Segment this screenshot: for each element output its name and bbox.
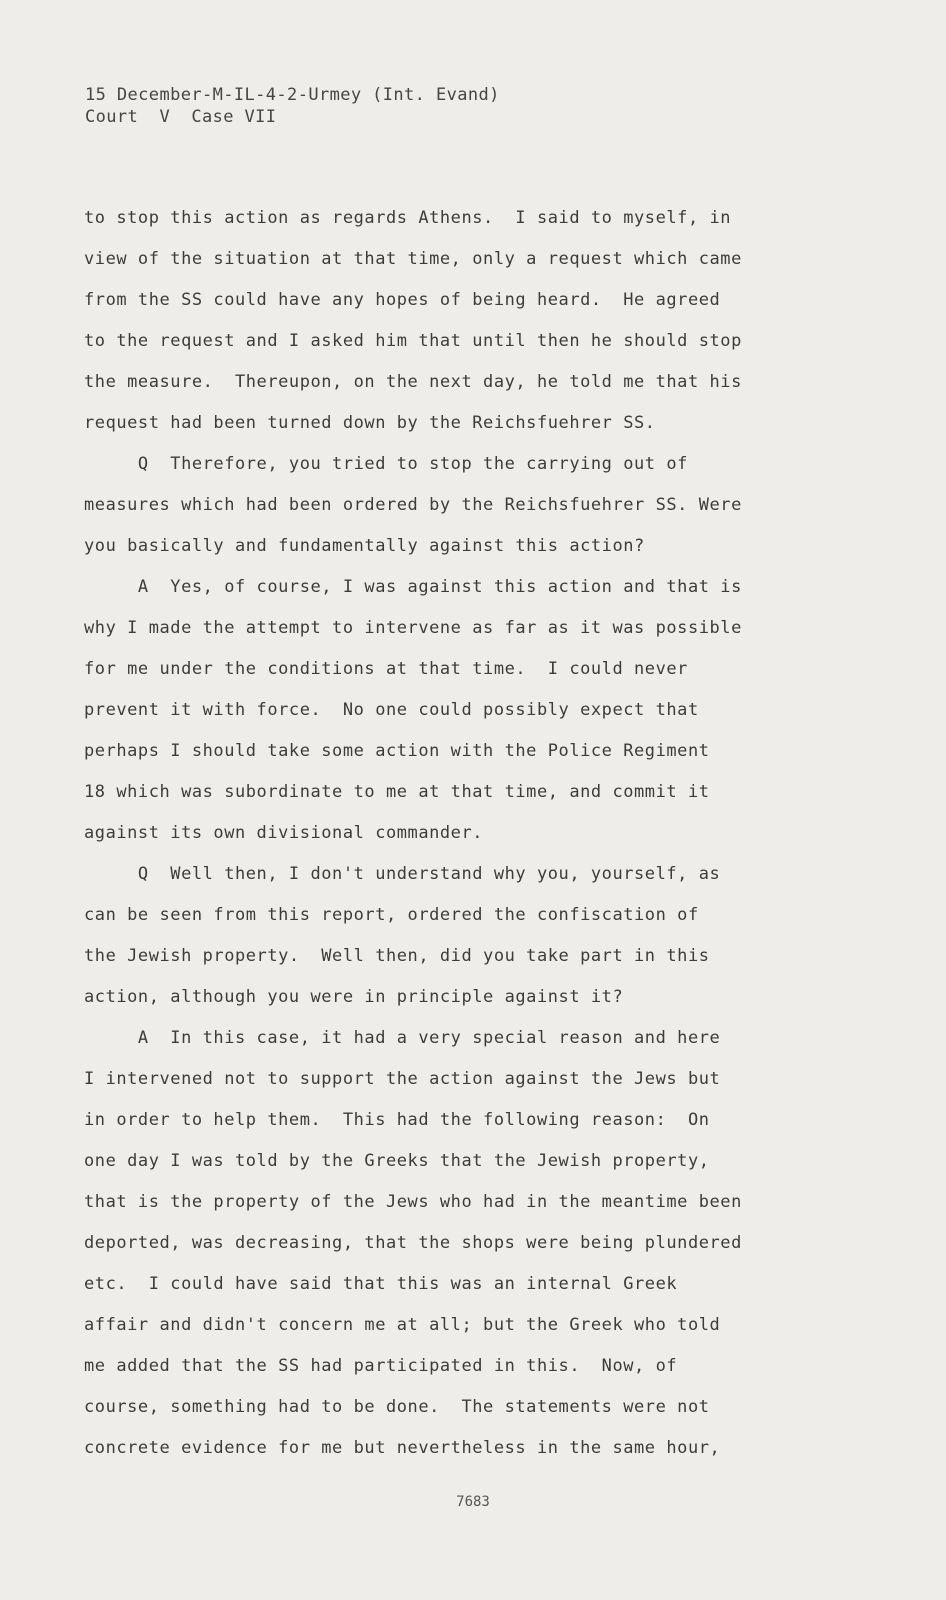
body-line: measures which had been ordered by the Reichsfuehrer SS. Were [84,495,742,515]
body-line: deported, was decreasing, that the shops were being plundered [84,1233,742,1253]
body-line: prevent it with force. No one could possibly expect that [84,700,699,720]
body-line: etc. I could have said that this was an internal Greek [84,1274,678,1294]
body-line: me added that the SS had participated in this. Now, of [84,1356,678,1376]
body-line: you basically and fundamentally against this action? [84,536,645,556]
body-line: one day I was told by the Greeks that the Jewish property, [84,1151,710,1171]
page-number: 7683 [456,1494,490,1510]
body-line: perhaps I should take some action with the Police Regiment [84,741,710,761]
body-line: to the request and I asked him that until then he should stop [84,331,742,351]
body-line: Q Well then, I don't understand why you, yourself, as [84,864,721,884]
body-line: the measure. Thereupon, on the next day, he told me that his [84,372,742,392]
body-line: in order to help them. This had the following reason: On [84,1110,710,1130]
body-line: can be seen from this report, ordered the confiscation of [84,905,699,925]
document-header [85,84,500,128]
body-line: to stop this action as regards Athens. I said to myself, in [84,208,732,228]
body-line: 18 which was subordinate to me at that time, and commit it [84,782,710,802]
body-line: affair and didn't concern me at all; but the Greek who told [84,1315,721,1335]
body-line: that is the property of the Jews who had in the meantime been [84,1192,742,1212]
body-line: for me under the conditions at that time. I could never [84,659,688,679]
body-line: A In this case, it had a very special reason and here [84,1028,721,1048]
body-line: request had been turned down by the Reichsfuehrer SS. [84,413,656,433]
body-line: concrete evidence for me but nevertheless in the same hour, [84,1438,721,1458]
body-line: the Jewish property. Well then, did you take part in this [84,946,710,966]
body-line: action, although you were in principle against it? [84,987,624,1007]
body-line: I intervened not to support the action against the Jews but [84,1069,721,1089]
body-line: why I made the attempt to intervene as far as it was possible [84,618,742,638]
body-line: view of the situation at that time, only a request which came [84,249,742,269]
header-line-2: Court V Case VII [85,107,277,127]
body-line: A Yes, of course, I was against this action and that is [84,577,742,597]
body-line: course, something had to be done. The statements were not [84,1397,710,1417]
body-line: Q Therefore, you tried to stop the carrying out of [84,454,688,474]
body-line: against its own divisional commander. [84,823,484,843]
body-line: from the SS could have any hopes of being heard. He agreed [84,290,721,310]
header-line-1: 15 December-M-IL-4-2-Urmey (Int. Evand) [85,85,500,105]
